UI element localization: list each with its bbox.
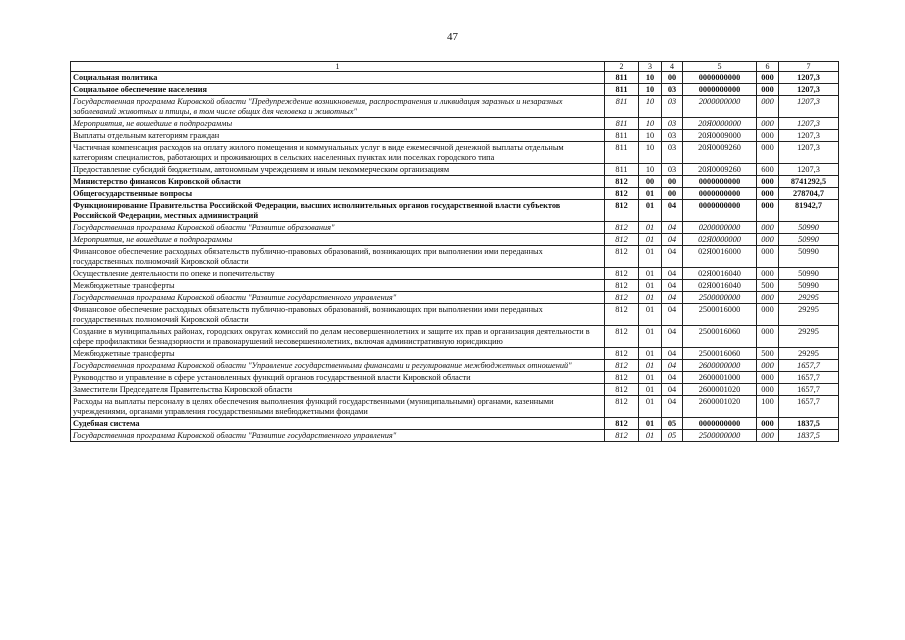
expense-type-code: 000 bbox=[757, 372, 779, 384]
target-article-code: 2500000000 bbox=[683, 430, 757, 442]
ministry-code: 812 bbox=[605, 326, 639, 348]
section-code: 01 bbox=[639, 188, 662, 200]
section-code: 10 bbox=[639, 118, 662, 130]
column-number-3: 3 bbox=[639, 62, 662, 72]
subsection-code: 04 bbox=[662, 268, 683, 280]
row-description: Расходы на выплаты персоналу в целях обеспечения выполнения функций государственными (муниципальными) органами, казенными учреждениями, органами управления государственными внебюджетными фондами bbox=[71, 396, 605, 418]
table-row bbox=[71, 280, 839, 292]
expense-type-code: 000 bbox=[757, 118, 779, 130]
table-row bbox=[71, 222, 839, 234]
row-description: Межбюджетные трансферты bbox=[71, 280, 605, 292]
expense-type-code: 000 bbox=[757, 292, 779, 304]
expense-type-code: 000 bbox=[757, 200, 779, 222]
amount: 1837,5 bbox=[779, 430, 839, 442]
table-row bbox=[71, 384, 839, 396]
table-row bbox=[71, 360, 839, 372]
target-article-code: 02Я0016000 bbox=[683, 246, 757, 268]
amount: 1657,7 bbox=[779, 396, 839, 418]
expense-type-code: 600 bbox=[757, 164, 779, 176]
subsection-code: 04 bbox=[662, 396, 683, 418]
row-description: Частичная компенсация расходов на оплату жилого помещения и коммунальных услуг в виде ежемесячной денежной выплаты отдельным категориям специалистов, работающих и проживающих в сельских населенных пунктах или поселках городского типа bbox=[71, 142, 605, 164]
section-code: 01 bbox=[639, 234, 662, 246]
section-code: 10 bbox=[639, 130, 662, 142]
ministry-code: 811 bbox=[605, 84, 639, 96]
subsection-code: 04 bbox=[662, 222, 683, 234]
ministry-code: 812 bbox=[605, 200, 639, 222]
row-description: Государственная программа Кировской области "Предупреждение возникновения, распространения и ликвидация заразных и незаразных заболеваний животных и птицы, в том числе общих для человека и животных" bbox=[71, 96, 605, 118]
subsection-code: 03 bbox=[662, 118, 683, 130]
expense-type-code: 000 bbox=[757, 142, 779, 164]
expense-type-code: 000 bbox=[757, 176, 779, 188]
target-article-code: 2500016000 bbox=[683, 304, 757, 326]
column-number-7: 7 bbox=[779, 62, 839, 72]
amount: 1207,3 bbox=[779, 72, 839, 84]
column-number-2: 2 bbox=[605, 62, 639, 72]
subsection-code: 00 bbox=[662, 176, 683, 188]
ministry-code: 812 bbox=[605, 188, 639, 200]
expense-type-code: 500 bbox=[757, 348, 779, 360]
row-description: Финансовое обеспечение расходных обязательств публично-правовых образований, возникающих при выполнении ими переданных государственных полномочий Кировской области bbox=[71, 304, 605, 326]
subsection-code: 04 bbox=[662, 348, 683, 360]
row-description: Социальное обеспечение населения bbox=[71, 84, 605, 96]
subsection-code: 04 bbox=[662, 292, 683, 304]
amount: 1207,3 bbox=[779, 142, 839, 164]
expense-type-code: 000 bbox=[757, 84, 779, 96]
expense-type-code: 000 bbox=[757, 188, 779, 200]
target-article-code: 2000000000 bbox=[683, 96, 757, 118]
column-number-4: 4 bbox=[662, 62, 683, 72]
subsection-code: 00 bbox=[662, 72, 683, 84]
ministry-code: 812 bbox=[605, 292, 639, 304]
ministry-code: 812 bbox=[605, 280, 639, 292]
row-description: Руководство и управление в сфере установленных функций органов государственной власти Кировской области bbox=[71, 372, 605, 384]
ministry-code: 811 bbox=[605, 130, 639, 142]
amount: 1207,3 bbox=[779, 164, 839, 176]
budget-table bbox=[70, 61, 839, 442]
ministry-code: 812 bbox=[605, 268, 639, 280]
table-row bbox=[71, 418, 839, 430]
table-row bbox=[71, 304, 839, 326]
section-code: 01 bbox=[639, 304, 662, 326]
amount: 50990 bbox=[779, 234, 839, 246]
table-row bbox=[71, 326, 839, 348]
section-code: 10 bbox=[639, 84, 662, 96]
expense-type-code: 000 bbox=[757, 384, 779, 396]
table-row bbox=[71, 430, 839, 442]
target-article-code: 2600001020 bbox=[683, 396, 757, 418]
column-number-row bbox=[71, 62, 839, 72]
table-row bbox=[71, 96, 839, 118]
subsection-code: 04 bbox=[662, 200, 683, 222]
target-article-code: 0000000000 bbox=[683, 418, 757, 430]
section-code: 01 bbox=[639, 418, 662, 430]
subsection-code: 05 bbox=[662, 418, 683, 430]
row-description: Предоставление субсидий бюджетным, автономным учреждениям и иным некоммерческим организациям bbox=[71, 164, 605, 176]
ministry-code: 811 bbox=[605, 118, 639, 130]
ministry-code: 811 bbox=[605, 142, 639, 164]
ministry-code: 812 bbox=[605, 430, 639, 442]
amount: 50990 bbox=[779, 280, 839, 292]
expense-type-code: 000 bbox=[757, 304, 779, 326]
row-description: Государственная программа Кировской области "Развитие образования" bbox=[71, 222, 605, 234]
target-article-code: 0200000000 bbox=[683, 222, 757, 234]
row-description: Государственная программа Кировской области "Развитие государственного управления" bbox=[71, 292, 605, 304]
target-article-code: 02Я0016040 bbox=[683, 280, 757, 292]
amount: 1207,3 bbox=[779, 130, 839, 142]
target-article-code: 0000000000 bbox=[683, 176, 757, 188]
expense-type-code: 000 bbox=[757, 246, 779, 268]
row-description: Государственная программа Кировской области "Развитие государственного управления" bbox=[71, 430, 605, 442]
expense-type-code: 000 bbox=[757, 96, 779, 118]
target-article-code: 02Я0016040 bbox=[683, 268, 757, 280]
row-description: Функционирование Правительства Российской Федерации, высших исполнительных органов государственной власти субъектов Российской Федерации, местных администраций bbox=[71, 200, 605, 222]
target-article-code: 2500016060 bbox=[683, 348, 757, 360]
ministry-code: 812 bbox=[605, 360, 639, 372]
subsection-code: 04 bbox=[662, 372, 683, 384]
subsection-code: 03 bbox=[662, 84, 683, 96]
ministry-code: 812 bbox=[605, 176, 639, 188]
target-article-code: 20Я0009000 bbox=[683, 130, 757, 142]
amount: 50990 bbox=[779, 222, 839, 234]
ministry-code: 812 bbox=[605, 384, 639, 396]
target-article-code: 02Я0000000 bbox=[683, 234, 757, 246]
section-code: 01 bbox=[639, 372, 662, 384]
ministry-code: 812 bbox=[605, 222, 639, 234]
expense-type-code: 000 bbox=[757, 326, 779, 348]
table-row bbox=[71, 118, 839, 130]
subsection-code: 04 bbox=[662, 246, 683, 268]
page-number: 47 bbox=[447, 31, 458, 43]
section-code: 10 bbox=[639, 164, 662, 176]
amount: 1657,7 bbox=[779, 384, 839, 396]
subsection-code: 05 bbox=[662, 430, 683, 442]
expense-type-code: 000 bbox=[757, 418, 779, 430]
table-row bbox=[71, 348, 839, 360]
section-code: 01 bbox=[639, 396, 662, 418]
amount: 50990 bbox=[779, 246, 839, 268]
row-description: Мероприятия, не вошедшие в подпрограммы bbox=[71, 118, 605, 130]
section-code: 10 bbox=[639, 72, 662, 84]
ministry-code: 811 bbox=[605, 164, 639, 176]
table-row bbox=[71, 176, 839, 188]
section-code: 01 bbox=[639, 384, 662, 396]
amount: 81942,7 bbox=[779, 200, 839, 222]
subsection-code: 00 bbox=[662, 188, 683, 200]
table-row bbox=[71, 246, 839, 268]
table-row bbox=[71, 268, 839, 280]
ministry-code: 812 bbox=[605, 418, 639, 430]
amount: 8741292,5 bbox=[779, 176, 839, 188]
amount: 29295 bbox=[779, 326, 839, 348]
row-description: Общегосударственные вопросы bbox=[71, 188, 605, 200]
subsection-code: 04 bbox=[662, 304, 683, 326]
section-code: 10 bbox=[639, 142, 662, 164]
row-description: Социальная политика bbox=[71, 72, 605, 84]
ministry-code: 812 bbox=[605, 304, 639, 326]
row-description: Государственная программа Кировской области "Управление государственными финансами и регулирование межбюджетных отношений" bbox=[71, 360, 605, 372]
subsection-code: 03 bbox=[662, 96, 683, 118]
ministry-code: 812 bbox=[605, 348, 639, 360]
section-code: 01 bbox=[639, 246, 662, 268]
amount: 1207,3 bbox=[779, 118, 839, 130]
amount: 278704,7 bbox=[779, 188, 839, 200]
section-code: 01 bbox=[639, 326, 662, 348]
table-row bbox=[71, 142, 839, 164]
section-code: 01 bbox=[639, 348, 662, 360]
amount: 29295 bbox=[779, 292, 839, 304]
row-description: Осуществление деятельности по опеке и попечительству bbox=[71, 268, 605, 280]
expense-type-code: 000 bbox=[757, 430, 779, 442]
table-row bbox=[71, 164, 839, 176]
row-description: Заместители Председателя Правительства Кировской области bbox=[71, 384, 605, 396]
column-number-5: 5 bbox=[683, 62, 757, 72]
expense-type-code: 000 bbox=[757, 72, 779, 84]
row-description: Судебная система bbox=[71, 418, 605, 430]
amount: 1207,3 bbox=[779, 96, 839, 118]
subsection-code: 04 bbox=[662, 326, 683, 348]
section-code: 10 bbox=[639, 96, 662, 118]
subsection-code: 03 bbox=[662, 164, 683, 176]
amount: 1207,3 bbox=[779, 84, 839, 96]
subsection-code: 03 bbox=[662, 142, 683, 164]
row-description: Межбюджетные трансферты bbox=[71, 348, 605, 360]
expense-type-code: 000 bbox=[757, 234, 779, 246]
table-row bbox=[71, 372, 839, 384]
budget-table-body bbox=[71, 62, 839, 442]
target-article-code: 2500000000 bbox=[683, 292, 757, 304]
amount: 1657,7 bbox=[779, 360, 839, 372]
target-article-code: 0000000000 bbox=[683, 200, 757, 222]
table-row bbox=[71, 234, 839, 246]
section-code: 01 bbox=[639, 280, 662, 292]
subsection-code: 04 bbox=[662, 280, 683, 292]
row-description: Выплаты отдельным категориям граждан bbox=[71, 130, 605, 142]
ministry-code: 812 bbox=[605, 246, 639, 268]
subsection-code: 04 bbox=[662, 234, 683, 246]
subsection-code: 04 bbox=[662, 360, 683, 372]
section-code: 01 bbox=[639, 268, 662, 280]
ministry-code: 811 bbox=[605, 96, 639, 118]
expense-type-code: 000 bbox=[757, 130, 779, 142]
section-code: 01 bbox=[639, 430, 662, 442]
section-code: 01 bbox=[639, 292, 662, 304]
table-row bbox=[71, 200, 839, 222]
target-article-code: 0000000000 bbox=[683, 72, 757, 84]
expense-type-code: 000 bbox=[757, 222, 779, 234]
table-row bbox=[71, 188, 839, 200]
section-code: 00 bbox=[639, 176, 662, 188]
target-article-code: 0000000000 bbox=[683, 188, 757, 200]
target-article-code: 2600001020 bbox=[683, 384, 757, 396]
target-article-code: 2600001000 bbox=[683, 372, 757, 384]
amount: 1657,7 bbox=[779, 372, 839, 384]
subsection-code: 04 bbox=[662, 384, 683, 396]
table-row bbox=[71, 396, 839, 418]
target-article-code: 2500016060 bbox=[683, 326, 757, 348]
section-code: 01 bbox=[639, 360, 662, 372]
row-description: Министерство финансов Кировской области bbox=[71, 176, 605, 188]
expense-type-code: 000 bbox=[757, 360, 779, 372]
expense-type-code: 100 bbox=[757, 396, 779, 418]
target-article-code: 20Я0009260 bbox=[683, 142, 757, 164]
amount: 1837,5 bbox=[779, 418, 839, 430]
subsection-code: 03 bbox=[662, 130, 683, 142]
table-row bbox=[71, 72, 839, 84]
amount: 29295 bbox=[779, 348, 839, 360]
expense-type-code: 500 bbox=[757, 280, 779, 292]
expense-type-code: 000 bbox=[757, 268, 779, 280]
column-number-6: 6 bbox=[757, 62, 779, 72]
column-number-1: 1 bbox=[71, 62, 605, 72]
ministry-code: 812 bbox=[605, 372, 639, 384]
row-description: Мероприятия, не вошедшие в подпрограммы bbox=[71, 234, 605, 246]
section-code: 01 bbox=[639, 222, 662, 234]
target-article-code: 20Я0009260 bbox=[683, 164, 757, 176]
table-row bbox=[71, 130, 839, 142]
table-row bbox=[71, 84, 839, 96]
row-description: Создание в муниципальных районах, городских округах комиссий по делам несовершеннолетних и защите их прав и организация деятельности в сфере профилактики безнадзорности и правонарушений несовершеннолетних, включая административную юрисдикцию bbox=[71, 326, 605, 348]
table-row bbox=[71, 292, 839, 304]
ministry-code: 812 bbox=[605, 234, 639, 246]
target-article-code: 20Я0000000 bbox=[683, 118, 757, 130]
ministry-code: 812 bbox=[605, 396, 639, 418]
section-code: 01 bbox=[639, 200, 662, 222]
amount: 50990 bbox=[779, 268, 839, 280]
amount: 29295 bbox=[779, 304, 839, 326]
target-article-code: 0000000000 bbox=[683, 84, 757, 96]
target-article-code: 2600000000 bbox=[683, 360, 757, 372]
row-description: Финансовое обеспечение расходных обязательств публично-правовых образований, возникающих при выполнении ими переданных государственных полномочий Кировской области bbox=[71, 246, 605, 268]
ministry-code: 811 bbox=[605, 72, 639, 84]
